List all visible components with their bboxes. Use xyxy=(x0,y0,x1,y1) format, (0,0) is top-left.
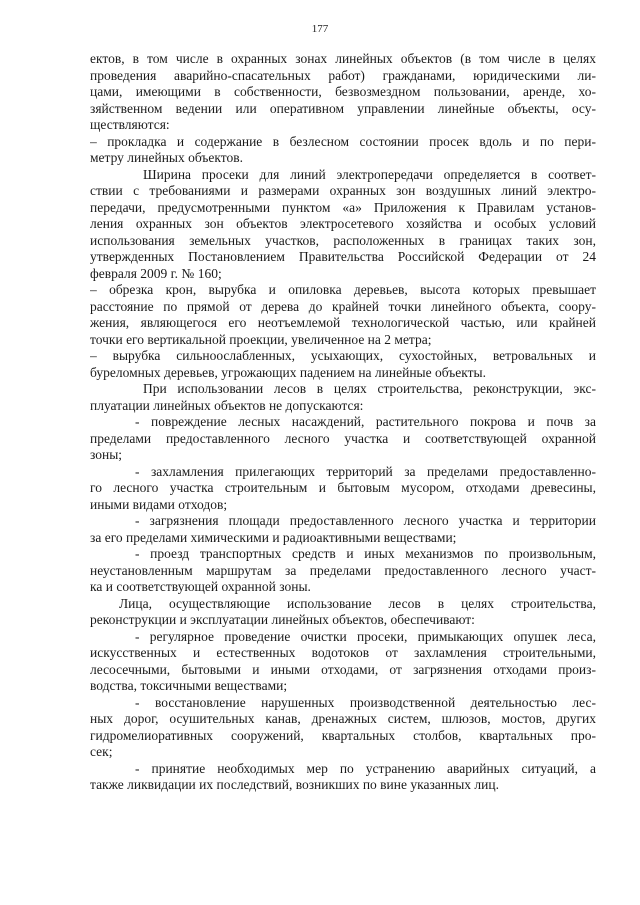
text-line: иными видами отходов; xyxy=(90,496,228,512)
text-line: реконструкции и эксплуатации линейных объектов, обеспечивают: xyxy=(90,612,475,627)
text-line: использования земельных участков, расположенных в границах таких зон, xyxy=(90,232,596,248)
text-line: лесосечными, бытовыми и иными отходами, от загрязнения отходами произ- xyxy=(90,661,596,677)
text-line: точки его вертикальной проекции, увеличенное на 2 метра; xyxy=(90,331,432,347)
text-line: за его пределами химическими и радиоактивными веществами; xyxy=(90,529,457,545)
page-number: 177 xyxy=(311,23,329,35)
text-line: водства, токсичными веществами; xyxy=(90,678,288,693)
text-line: цами, имеющими в собственности, безвозмездном пользовании, аренде, хо- xyxy=(90,84,596,99)
body-text xyxy=(90,51,596,794)
text-line: го лесного участка строительным и бытовым мусором, отходами древесины, xyxy=(90,480,596,495)
text-line: ствии с требованиями и размерами охранных зон воздушных линий электро- xyxy=(90,183,596,198)
text-line: - захламления прилегающих территорий за пределами предоставленно- xyxy=(135,463,596,479)
text-line: ных дорог, осушительных канав, дренажных систем, шлюзов, мостов, других xyxy=(90,711,596,726)
text-line: расстояние по прямой от дерева до крайней точки линейного объекта, соору- xyxy=(90,298,596,314)
text-line: неустановленным маршрутам за пределами предоставленного лесного участ- xyxy=(90,562,596,578)
text-line: гидромелиоративных сооружений, квартальных столбов, квартальных про- xyxy=(90,727,596,743)
text-line: ления охранных зон объектов электросетевого хозяйства и особых условий xyxy=(90,216,596,231)
text-line: - повреждение лесных насаждений, растительного покрова и почв за xyxy=(135,414,596,429)
text-line: передачи, предусмотренными пунктом «а» Приложения к Правилам установ- xyxy=(90,199,596,215)
text-line: ектов, в том числе в охранных зонах линейных объектов (в том числе в целях xyxy=(90,51,596,66)
text-line: ществляются: xyxy=(90,117,170,132)
text-line: Лица, осуществляющие использование лесов в целях строительства, xyxy=(119,595,596,611)
text-line: - загрязнения площади предоставленного лесного участка и территории xyxy=(135,513,596,528)
text-line: буреломных деревьев, угрожающих падением на линейные объекты. xyxy=(90,364,486,380)
text-line: зяйственном ведении или оперативном управлении линейные объекты, осу- xyxy=(90,100,596,116)
text-line: февраля 2009 г. № 160; xyxy=(90,265,222,281)
text-line: – прокладка и содержание в безлесном состоянии просек вдоль и по пери- xyxy=(90,133,596,149)
text-line: - принятие необходимых мер по устранению аварийных ситуаций, а xyxy=(135,760,596,776)
text-line: искусственных и естественных водотоков от захламления строительными, xyxy=(90,645,596,660)
text-line: плуатации линейных объектов не допускаются: xyxy=(90,397,364,413)
text-line: При использовании лесов в целях строительства, реконструкции, экс- xyxy=(143,381,596,396)
text-line: - проезд транспортных средств и иных механизмов по произвольным, xyxy=(135,546,596,561)
text-line: зоны; xyxy=(90,447,123,462)
text-line: также ликвидации их последствий, возникших по вине указанных лиц. xyxy=(90,777,499,792)
text-line: проведения аварийно-спасательных работ) гражданами, юридическими ли- xyxy=(90,67,596,83)
text-line: жения, являющегося его неотъемлемой технологической частью, или крайней xyxy=(90,315,596,330)
text-line: метру линейных объектов. xyxy=(90,150,243,165)
text-line: – вырубка сильноослабленных, усыхающих, сухостойных, ветровальных и xyxy=(90,348,596,363)
text-line: - восстановление нарушенных производственной деятельностью лес- xyxy=(135,694,596,710)
text-line: - регулярное проведение очистки просеки, примыкающих опушек леса, xyxy=(135,628,596,644)
text-line: пределами предоставленного лесного участка и соответствующей охранной xyxy=(90,430,596,446)
text-line: – обрезка крон, вырубка и опиловка деревьев, высота которых превышает xyxy=(90,282,596,297)
text-line: сек; xyxy=(90,744,113,759)
text-line: ка и соответствующей охранной зоны. xyxy=(90,579,311,594)
text-line: утвержденных Постановлением Правительства Российской Федерации от 24 xyxy=(90,249,596,264)
text-line: Ширина просеки для линий электропередачи определяется в соответ- xyxy=(143,166,596,182)
